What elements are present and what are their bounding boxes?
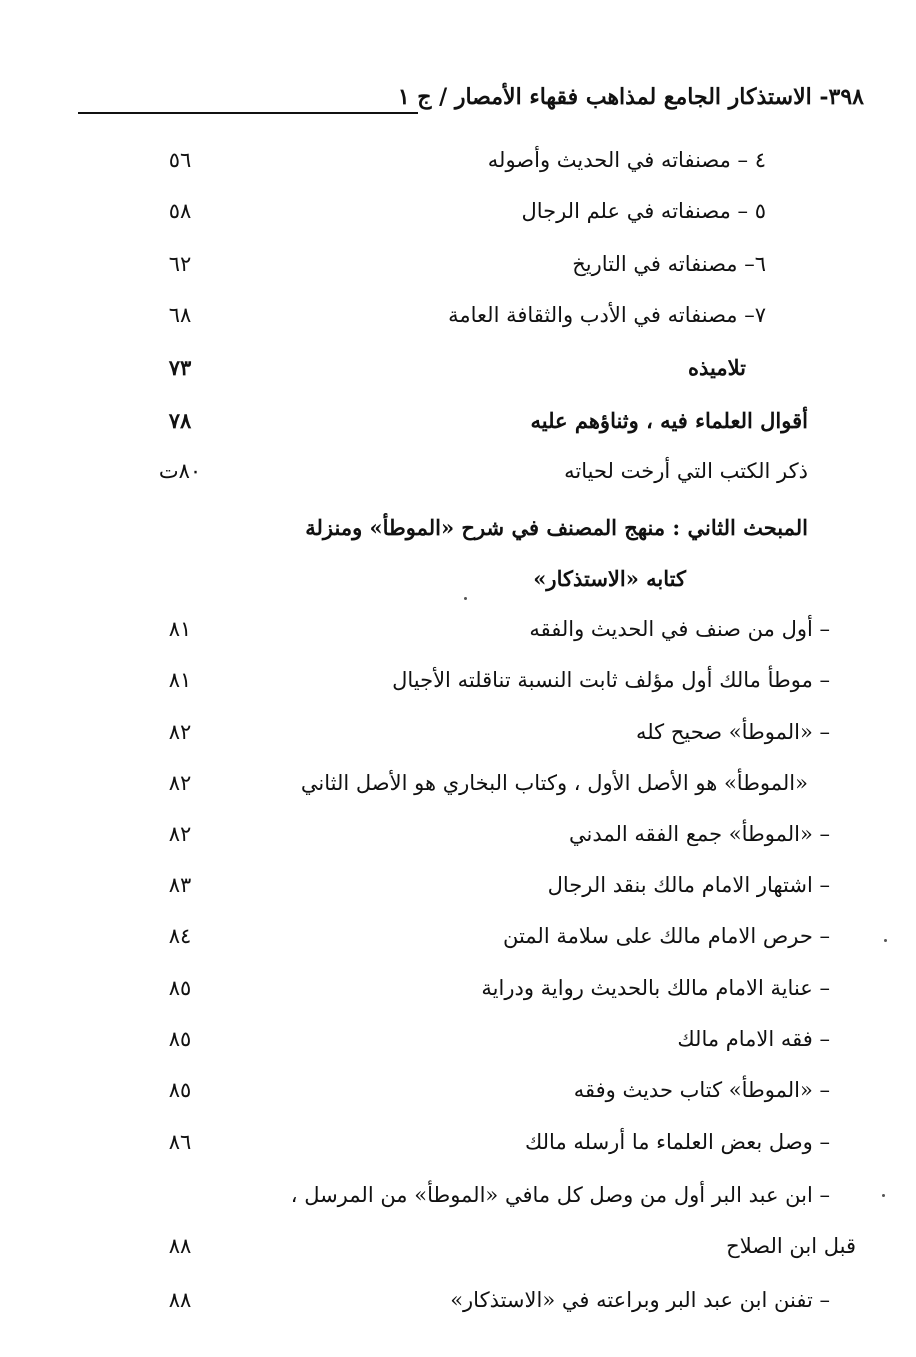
toc-row	[150, 252, 836, 296]
toc-entry-title: – موطأ مالك أول مؤلف ثابت النسبة تناقلته الأجيال	[392, 668, 830, 692]
toc-row	[150, 822, 836, 866]
toc-entry-title: – «الموطأ» صحيح كله	[635, 720, 830, 744]
toc-row	[150, 355, 836, 399]
toc-entry-title: – «الموطأ» جمع الفقه المدني	[568, 822, 830, 846]
scan-speck	[882, 1194, 885, 1197]
toc-entry-title: أقوال العلماء فيه ، وثناؤهم عليه	[530, 408, 808, 433]
toc-entry-title: – ابن عبد البر أول من وصل كل مافي «الموطأ» من المرسل ،	[290, 1183, 830, 1207]
toc-row	[150, 408, 836, 452]
toc-page-number: ٨٢	[168, 771, 192, 795]
toc-page-number: ٨٠ت	[158, 459, 202, 483]
toc-page-number: ٨٥	[168, 1027, 192, 1051]
toc-entry-title: ٦– مصنفاته في التاريخ	[572, 252, 766, 276]
toc-row	[150, 1078, 836, 1122]
toc-section-heading: كتابه «الاستذكار»	[533, 566, 686, 591]
toc-entry-title: – وصل بعض العلماء ما أرسله مالك	[524, 1130, 830, 1154]
toc-row	[150, 1183, 836, 1227]
toc-page-number: ٧٣	[168, 355, 192, 380]
toc-page-number: ٨٥	[168, 1078, 192, 1102]
toc-row	[150, 976, 836, 1020]
toc-entry-title: ذكر الكتب التي أرخت لحياته	[564, 459, 808, 483]
toc-row	[150, 1288, 836, 1332]
toc-page-number: ٦٨	[168, 303, 192, 327]
toc-entry-title: – تفنن ابن عبد البر وبراعته في «الاستذكار»	[450, 1288, 830, 1312]
toc-section-heading: المبحث الثاني : منهج المصنف في شرح «الموطأ» ومنزلة	[305, 515, 808, 540]
toc-entry-title: ٥ – مصنفاته في علم الرجال	[521, 199, 766, 223]
toc-page-number: ٨١	[168, 617, 192, 641]
toc-row	[150, 924, 836, 968]
toc-row	[150, 515, 836, 559]
toc-entry-title: «الموطأ» هو الأصل الأول ، وكتاب البخاري هو الأصل الثاني	[300, 771, 808, 795]
toc-row	[150, 303, 836, 347]
header-rule	[78, 112, 418, 114]
toc-row	[150, 771, 836, 815]
toc-entry-title: قبل ابن الصلاح	[726, 1234, 856, 1258]
toc-page-number: ٥٨	[168, 199, 192, 223]
toc-page-number: ٨٨	[168, 1234, 192, 1258]
toc-row	[150, 199, 836, 243]
toc-entry-title: – اشتهار الامام مالك بنقد الرجال	[547, 873, 830, 897]
toc-row	[150, 1234, 856, 1278]
toc-row	[150, 720, 836, 764]
running-header	[78, 84, 864, 118]
toc-entry-title: – «الموطأ» كتاب حديث وفقه	[573, 1078, 830, 1102]
toc-entry-title: – عناية الامام مالك بالحديث رواية ودراية	[481, 976, 830, 1000]
toc-page-number: ٨٣	[168, 873, 192, 897]
toc-entry-title: – حرص الامام مالك على سلامة المتن	[502, 924, 830, 948]
toc-page-number: ٨٤	[168, 924, 192, 948]
toc-row	[150, 1027, 836, 1071]
toc-row	[150, 873, 836, 917]
toc-page-number: ٨٢	[168, 720, 192, 744]
toc-page-number: ٨٢	[168, 822, 192, 846]
toc-entry-title: ٤ – مصنفاته في الحديث وأصوله	[487, 148, 766, 172]
scan-speck	[464, 597, 467, 600]
toc-row	[150, 617, 836, 661]
toc-row	[150, 668, 836, 712]
toc-page-number: ٥٦	[168, 148, 192, 172]
toc-page-number: ٦٢	[168, 252, 192, 276]
toc-page-number: ٧٨	[168, 408, 192, 433]
toc-entry-title: ٧– مصنفاته في الأدب والثقافة العامة	[448, 303, 766, 327]
toc-page-number: ٨٨	[168, 1288, 192, 1312]
toc-row	[150, 566, 836, 610]
toc-row	[150, 459, 836, 503]
toc-entry-title: – فقه الامام مالك	[677, 1027, 830, 1051]
toc-page-number: ٨١	[168, 668, 192, 692]
toc-row	[150, 1130, 836, 1174]
header-title: ٣٩٨- الاستذكار الجامع لمذاهب فقهاء الأمصار / ج ١	[397, 84, 864, 110]
toc-entry-title: تلاميذه	[688, 355, 746, 380]
toc-entry-title: – أول من صنف في الحديث والفقه	[529, 617, 830, 641]
toc-page-number: ٨٥	[168, 976, 192, 1000]
toc-row	[150, 148, 836, 192]
scan-speck	[884, 939, 887, 942]
toc-page-number: ٨٦	[168, 1130, 192, 1154]
